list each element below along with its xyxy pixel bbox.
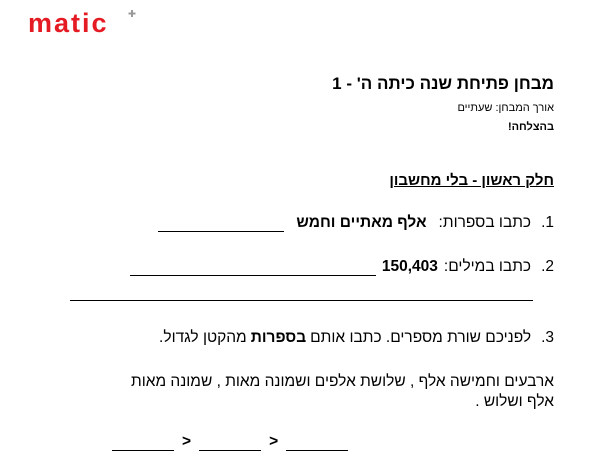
section-title: חלק ראשון - בלי מחשבון (389, 172, 554, 189)
question-2-number: 2. (541, 258, 554, 275)
question-3 (159, 329, 554, 347)
question-1 (158, 214, 554, 232)
question-3-answer-blank-2[interactable] (199, 436, 261, 451)
question-2-value: 150,403 (381, 258, 438, 275)
question-3-answer-row (112, 433, 348, 451)
question-3-text-bold: בספרות (250, 329, 307, 346)
question-3-numbers: ארבעים וחמישה אלף , שלושת אלפים ושמונה מאות , שמונה מאות אלף ושלוש . (131, 373, 554, 410)
question-2-answer-line-2[interactable] (70, 300, 533, 301)
question-1-number: 1. (541, 214, 554, 231)
question-1-answer-line[interactable] (158, 215, 284, 232)
question-3-text-before: לפניכם שורת מספרים. כתבו אותם (310, 329, 532, 346)
question-2 (130, 258, 554, 276)
less-than-sign-1: > (182, 433, 192, 450)
logo-plus-horizontal (129, 13, 136, 15)
question-3-text-after: מהקטן לגדול. (159, 329, 247, 346)
exam-duration: אורך המבחן: שעתיים (457, 102, 554, 114)
less-than-sign-2: > (269, 433, 279, 450)
question-3-answer-blank-3[interactable] (286, 436, 348, 451)
question-3-answer-blank-1[interactable] (112, 436, 174, 451)
matic-logo (28, 10, 168, 36)
question-1-value: אלף מאתיים וחמש (296, 214, 427, 231)
question-2-answer-line[interactable] (130, 259, 376, 276)
logo-text: matic (28, 10, 109, 36)
question-2-instruction: כתבו במילים: (443, 258, 532, 275)
good-luck-text: בהצלחה! (507, 121, 554, 133)
matic-logo-graphic (28, 10, 168, 36)
question-3-number: 3. (541, 329, 554, 346)
exam-title: מבחן פתיחת שנה כיתה ה' - 1 (332, 74, 554, 93)
question-1-instruction: כתבו בספרות: (438, 214, 532, 231)
